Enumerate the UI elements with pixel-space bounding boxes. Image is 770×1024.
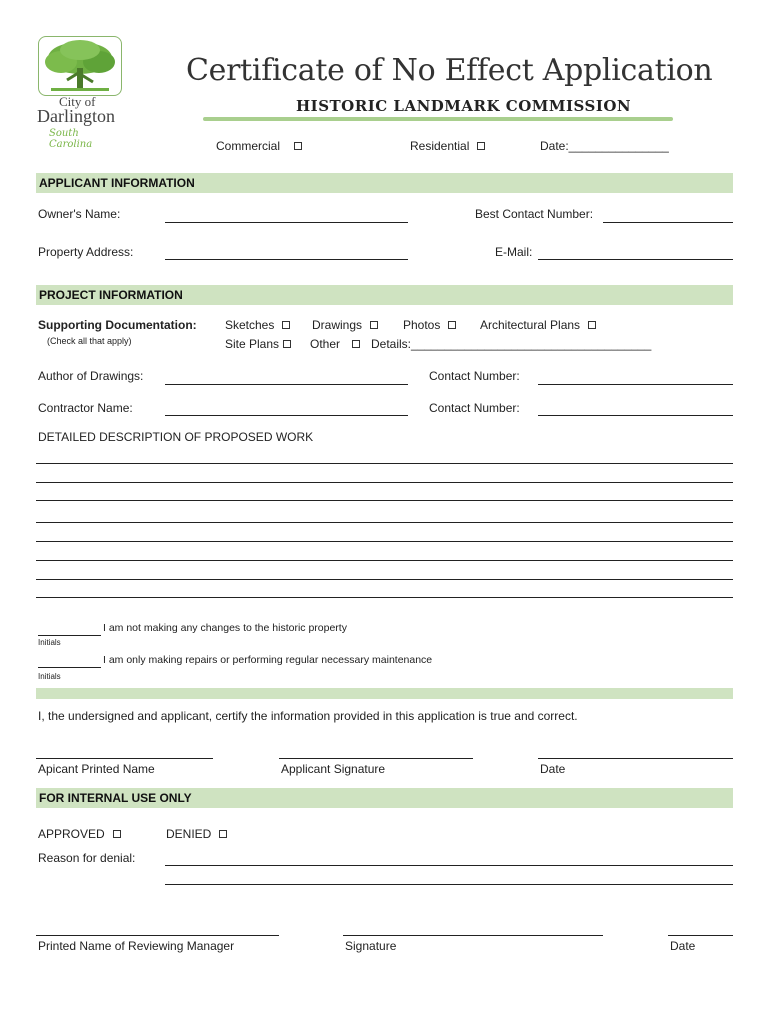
- certification-divider-band: [36, 688, 733, 699]
- repairs-only-statement: I am only making repairs or performing regular necessary maintenance: [103, 654, 433, 666]
- owners-name-field[interactable]: [165, 222, 408, 223]
- manager-date-label: Date: [670, 939, 696, 953]
- denied-option[interactable]: [166, 827, 227, 841]
- internal-section-header: [36, 788, 733, 808]
- contact-number-label-1: Contact Number:: [429, 369, 520, 383]
- architectural-plans-checkbox[interactable]: [588, 321, 596, 329]
- photos-option[interactable]: [403, 318, 456, 332]
- applicant-signature-field[interactable]: [279, 758, 473, 759]
- internal-section-title: FOR INTERNAL USE ONLY: [39, 791, 192, 805]
- drawings-option[interactable]: [312, 318, 378, 332]
- sketches-label: Sketches: [225, 318, 275, 332]
- certification-statement: I, the undersigned and applicant, certify the information provided in this application is true and correct.: [38, 709, 578, 723]
- logo-city-of: City of: [59, 94, 96, 109]
- commercial-label: Commercial: [216, 139, 281, 153]
- logo-city-name: Darlington: [37, 106, 115, 126]
- initials-label-1: Initials: [38, 638, 61, 647]
- printed-name-label: Apicant Printed Name: [38, 762, 155, 776]
- manager-name-field[interactable]: [36, 935, 279, 936]
- photos-label: Photos: [403, 318, 441, 332]
- manager-date-field[interactable]: [668, 935, 733, 936]
- description-line[interactable]: [36, 500, 733, 501]
- email-label: E-Mail:: [495, 245, 533, 259]
- contractor-name-label: Contractor Name:: [38, 401, 133, 415]
- approved-label: APPROVED: [38, 827, 105, 841]
- initials-field-1[interactable]: [38, 635, 101, 636]
- best-contact-field[interactable]: [603, 222, 733, 223]
- page-title: Certificate of No Effect Application: [186, 53, 713, 88]
- residential-checkbox[interactable]: [477, 142, 485, 150]
- photos-checkbox[interactable]: [448, 321, 456, 329]
- site-plans-label: Site Plans: [225, 337, 280, 351]
- other-label: Other: [310, 337, 341, 351]
- residential-label: Residential: [410, 139, 470, 153]
- reason-for-denial-label: Reason for denial:: [38, 851, 136, 865]
- denied-checkbox[interactable]: [219, 830, 227, 838]
- other-option[interactable]: [310, 337, 360, 351]
- description-line[interactable]: [36, 482, 733, 483]
- author-of-drawings-field[interactable]: [165, 384, 408, 385]
- title-rule: [203, 117, 673, 121]
- date-field[interactable]: Date:_______________: [540, 139, 669, 153]
- check-all-note: (Check all that apply): [47, 336, 132, 346]
- architectural-plans-option[interactable]: [480, 318, 596, 332]
- property-address-field[interactable]: [165, 259, 408, 260]
- printed-name-field[interactable]: [36, 758, 213, 759]
- sketches-checkbox[interactable]: [282, 321, 290, 329]
- description-line[interactable]: [36, 541, 733, 542]
- site-plans-checkbox[interactable]: [283, 340, 291, 348]
- manager-signature-label: Signature: [345, 939, 397, 953]
- email-field[interactable]: [538, 259, 733, 260]
- page-subtitle: HISTORIC LANDMARK COMMISSION: [296, 97, 632, 115]
- description-line[interactable]: [36, 463, 733, 464]
- reason-field-line-1[interactable]: [165, 865, 733, 866]
- logo-state: South Carolina: [49, 128, 93, 150]
- description-line[interactable]: [36, 560, 733, 561]
- best-contact-label: Best Contact Number:: [475, 207, 594, 221]
- owners-name-label: Owner's Name:: [38, 207, 121, 221]
- details-field[interactable]: Details:____________________________________: [371, 337, 652, 351]
- drawings-checkbox[interactable]: [370, 321, 378, 329]
- other-checkbox[interactable]: [352, 340, 360, 348]
- commercial-option[interactable]: [216, 139, 302, 153]
- description-label: DETAILED DESCRIPTION OF PROPOSED WORK: [38, 430, 314, 444]
- applicant-section-header: [36, 173, 733, 193]
- architectural-plans-label: Architectural Plans: [480, 318, 581, 332]
- drawings-label: Drawings: [312, 318, 363, 332]
- approved-checkbox[interactable]: [113, 830, 121, 838]
- sketches-option[interactable]: [225, 318, 290, 332]
- applicant-signature-label: Applicant Signature: [281, 762, 386, 776]
- project-section-title: PROJECT INFORMATION: [39, 288, 183, 302]
- reason-field-line-2[interactable]: [165, 884, 733, 885]
- property-address-label: Property Address:: [38, 245, 134, 259]
- contact-number-field-2[interactable]: [538, 415, 733, 416]
- manager-name-label: Printed Name of Reviewing Manager: [38, 939, 235, 953]
- commercial-checkbox[interactable]: [294, 142, 302, 150]
- contact-number-label-2: Contact Number:: [429, 401, 520, 415]
- no-changes-statement: I am not making any changes to the historic property: [103, 622, 347, 634]
- author-of-drawings-label: Author of Drawings:: [38, 369, 144, 383]
- initials-field-2[interactable]: [38, 667, 101, 668]
- initials-label-2: Initials: [38, 672, 61, 681]
- applicant-date-field[interactable]: [538, 758, 733, 759]
- site-plans-option[interactable]: [225, 337, 291, 351]
- supporting-docs-label: Supporting Documentation:: [38, 318, 197, 332]
- contractor-name-field[interactable]: [165, 415, 408, 416]
- description-line[interactable]: [36, 579, 733, 580]
- contact-number-field-1[interactable]: [538, 384, 733, 385]
- manager-signature-field[interactable]: [343, 935, 603, 936]
- description-line[interactable]: [36, 522, 733, 523]
- city-logo: [37, 36, 123, 150]
- approved-option[interactable]: [38, 827, 121, 841]
- applicant-date-label: Date: [540, 762, 566, 776]
- residential-option[interactable]: [410, 139, 485, 153]
- oak-tree-icon: [41, 38, 119, 94]
- description-line[interactable]: [36, 597, 733, 598]
- project-section-header: [36, 285, 733, 305]
- denied-label: DENIED: [166, 827, 212, 841]
- applicant-section-title: APPLICANT INFORMATION: [39, 176, 195, 190]
